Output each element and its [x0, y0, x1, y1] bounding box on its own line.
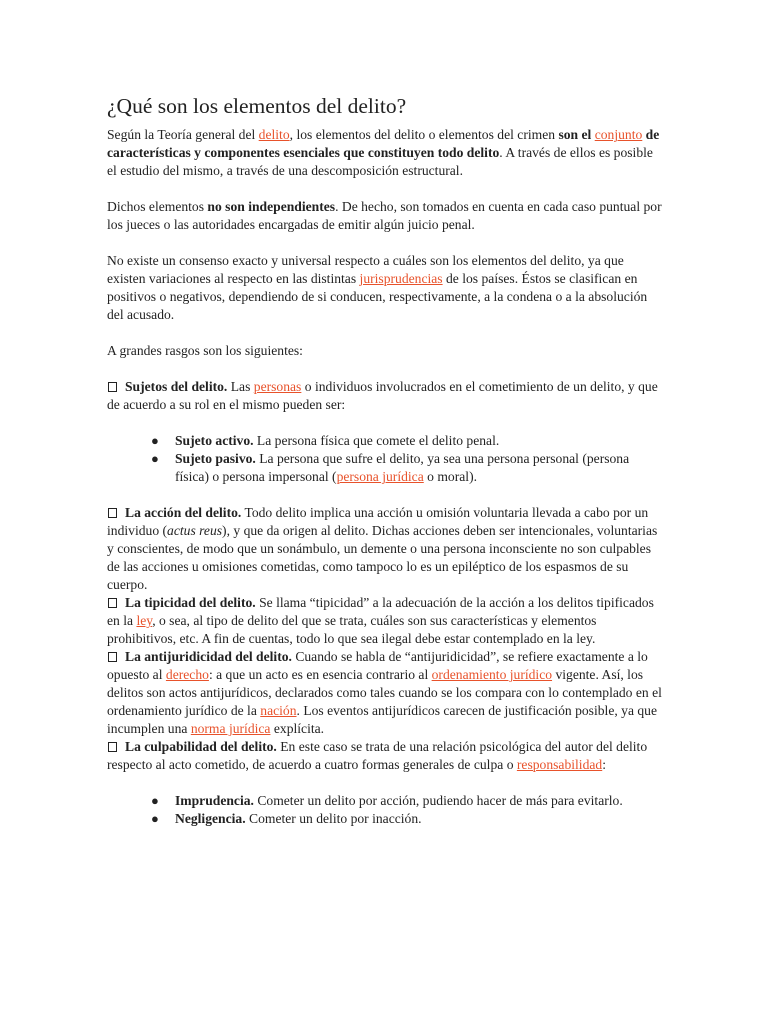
text: La persona que sufre el delito, ya sea una persona personal (persona física) o persona impersonal ( [175, 451, 630, 484]
text: No existe un consenso exacto y universal respecto a cuáles son los elementos del delito, ya que existen variaciones al respecto en las distintas [107, 253, 624, 286]
link-responsabilidad[interactable]: responsabilidad [516, 757, 603, 772]
page-title: ¿Qué son los elementos del delito? [107, 94, 407, 118]
text: Todo delito implica una acción u omisión voluntaria llevada a cabo por un individuo ( [107, 505, 649, 538]
bullet-icon: ● [151, 811, 159, 826]
bold-text: Sujeto pasivo. [175, 451, 256, 466]
list-item [107, 432, 663, 450]
sujetos-list [107, 432, 663, 486]
text: o moral). [423, 469, 477, 484]
link-ley[interactable]: ley [136, 613, 153, 628]
link-jurisprudencias[interactable]: jurisprudencias [359, 271, 443, 286]
bold-text: no son independientes [207, 199, 336, 214]
text: : a que un acto es en esencia contrario al [208, 667, 432, 682]
text: Según la Teoría general del [107, 127, 259, 142]
link-nacion[interactable]: nación [260, 703, 297, 718]
bold-text: Sujeto activo. [175, 433, 254, 448]
item-antijuridicidad [107, 648, 663, 738]
bold-text: La tipicidad del delito. [125, 595, 256, 610]
paragraph-intro [107, 126, 663, 180]
checkbox-glyph-icon [108, 598, 117, 608]
link-derecho[interactable]: derecho [165, 667, 209, 682]
text: Dichos elementos [107, 199, 208, 214]
link-conjunto[interactable]: conjunto [594, 127, 643, 142]
text: ), y que da origen al delito. Dichas acciones deben ser intencionales, voluntarias y conscientes, de modo que un sonámbulo, un demente o una persona inconsciente no son culpables de las acciones u omisiones cometidas, como tampoco lo es un epiléptico de los espasmos de su cuerpo. [107, 523, 658, 592]
bold-text: La acción del delito. [125, 505, 242, 520]
italic-text: actus reus [167, 523, 223, 538]
text: o individuos involucrados en el cometimiento de un delito, y que de acuerdo a su rol en el mismo pueden ser: [107, 379, 658, 412]
checkbox-glyph-icon [108, 382, 117, 392]
text: . De hecho, son tomados en cuenta en cada caso puntual por los jueces o las autoridades encargadas de emitir algún juicio penal. [107, 199, 662, 232]
paragraph-rasgos: A grandes rasgos son los siguientes: [107, 343, 303, 358]
checkbox-glyph-icon [108, 508, 117, 518]
text: . Los eventos antijurídicos carecen de justificación posible, ya que incumplen una [107, 703, 658, 736]
text: de los países. Éstos se clasifican en positivos o negativos, dependiendo de si conducen, respectivamente, a la condena o a la absolución del acusado. [107, 271, 648, 322]
item-sujetos [107, 378, 663, 414]
link-persona-juridica[interactable]: persona jurídica [336, 469, 424, 484]
list-item [107, 792, 663, 810]
text: La persona física que comete el delito penal. [253, 433, 500, 448]
bullet-icon: ● [151, 793, 159, 808]
text: : [602, 757, 606, 772]
bold-text: La antijuridicidad del delito. [125, 649, 292, 664]
text: Cuando se habla de “antijuridicidad”, se refiere exactamente a lo opuesto al [107, 649, 648, 682]
bullet-icon: ● [151, 451, 159, 466]
text: . A través de ellos es posible el estudio del mismo, a través de una descomposición estructural. [107, 145, 653, 178]
item-culpabilidad [107, 738, 663, 774]
paragraph-consenso [107, 252, 663, 324]
text: , o sea, al tipo de delito del que se trata, cuáles son sus características y elementos prohibitivos, etc. A fin de cuentas, todo lo que sea ilegal debe estar contemplado en la ley. [107, 613, 597, 646]
list-item [107, 450, 663, 486]
link-personas[interactable]: personas [253, 379, 302, 394]
text: , los elementos del delito o elementos del crimen [289, 127, 559, 142]
link-norma-juridica[interactable]: norma jurídica [190, 721, 271, 736]
bold-text: Sujetos del delito. [125, 379, 228, 394]
bold-text: La culpabilidad del delito. [125, 739, 277, 754]
text: vigente. Así, los delitos son actos antijurídicos, declarados como tales cuando se los compara con lo contemplado en el ordenamiento jurídico de la [107, 667, 662, 718]
text: explícita. [270, 721, 325, 736]
item-tipicidad [107, 594, 663, 648]
link-delito[interactable]: delito [258, 127, 290, 142]
bold-text: de características y componentes esenciales que constituyen todo delito [107, 127, 660, 160]
text: Cometer un delito por acción, pudiendo hacer de más para evitarlo. [253, 793, 623, 808]
text: Cometer un delito por inacción. [245, 811, 422, 826]
text: Las [227, 379, 254, 394]
paragraph-independientes [107, 198, 663, 234]
bold-text: Imprudencia. [175, 793, 254, 808]
bold-text: son el [558, 127, 595, 142]
checkbox-glyph-icon [108, 652, 117, 662]
document-body [107, 93, 663, 846]
link-ordenamiento-juridico[interactable]: ordenamiento jurídico [431, 667, 553, 682]
text: Se llama “tipicidad” a la adecuación de la acción a los delitos tipificados en la [107, 595, 654, 628]
culpa-list [107, 792, 663, 828]
text: En este caso se trata de una relación psicológica del autor del delito respecto al acto cometido, de acuerdo a cuatro formas generales de culpa o [107, 739, 648, 772]
bullet-icon: ● [151, 433, 159, 448]
checkbox-glyph-icon [108, 742, 117, 752]
list-item [107, 810, 663, 828]
item-accion [107, 504, 663, 594]
bold-text: Negligencia. [175, 811, 246, 826]
